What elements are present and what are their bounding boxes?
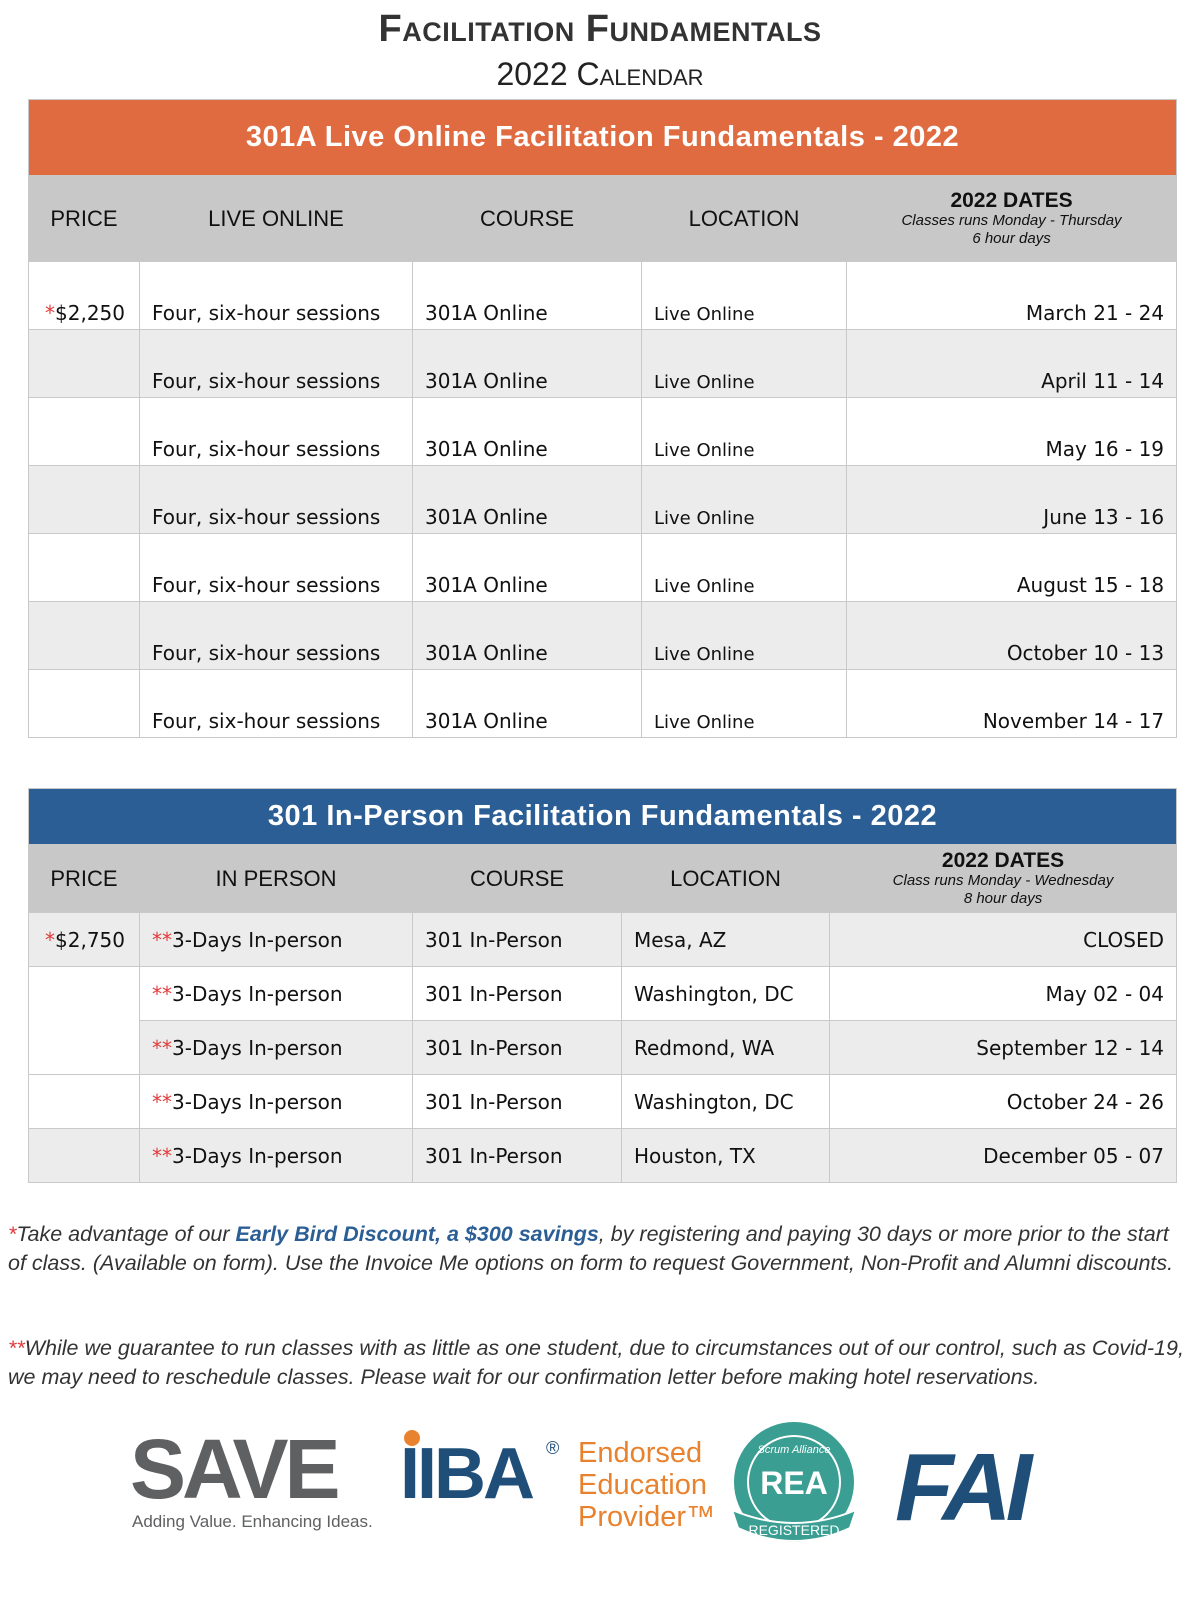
location-cell: Live Online — [642, 670, 847, 738]
dates-cell: CLOSED — [830, 913, 1177, 967]
table-row — [29, 1021, 1177, 1075]
location-cell: Live Online — [642, 466, 847, 534]
col-course-header: COURSE — [413, 845, 622, 913]
location-cell: Live Online — [642, 602, 847, 670]
dates-cell: December 05 - 07 — [830, 1129, 1177, 1183]
dates-header-note1: Class runs Monday - Wednesday — [892, 871, 1114, 889]
iiba-line2: Education — [578, 1469, 707, 1501]
fai-logo-mark — [895, 1432, 1045, 1541]
session-format-cell: Four, six-hour sessions — [140, 534, 413, 602]
page-subtitle: 2022 Calendar — [496, 56, 704, 92]
table-row — [29, 967, 1177, 1021]
col-course-header: COURSE — [413, 176, 642, 262]
dates-header-note2: 8 hour days — [963, 889, 1043, 907]
price-star: * — [45, 927, 56, 952]
online-banner: 301A Live Online Facilitation Fundamentals - 2022 — [29, 100, 1177, 176]
price-star: * — [45, 301, 56, 325]
col-price-header: PRICE — [29, 845, 140, 913]
dates-cell: September 12 - 14 — [830, 1021, 1177, 1075]
location-cell: Live Online — [642, 330, 847, 398]
col-mode-header: IN PERSON — [140, 845, 413, 913]
price-value: $2,250 — [55, 301, 125, 325]
iiba-line1: Endorsed — [578, 1437, 703, 1469]
save-logo-word: SAVE — [130, 1422, 337, 1516]
price-cell — [29, 330, 140, 398]
col-location-header: LOCATION — [622, 845, 830, 913]
dates-cell: November 14 - 17 — [847, 670, 1177, 738]
price-cell — [29, 967, 140, 1075]
mode-text: 3-Days In-person — [172, 981, 343, 1006]
location-cell: Mesa, AZ — [622, 913, 830, 967]
fai-logo — [895, 1432, 1045, 1541]
price-cell — [29, 534, 140, 602]
dates-header-label: 2022 DATES — [941, 848, 1065, 872]
session-format-cell — [140, 1075, 413, 1129]
rea-center-text: REA — [760, 1465, 828, 1501]
location-cell: Washington, DC — [622, 967, 830, 1021]
iiba-logo — [400, 1430, 715, 1535]
session-format-cell — [140, 913, 413, 967]
course-cell: 301A Online — [413, 262, 642, 330]
mode-text: 3-Days In-person — [172, 1035, 343, 1060]
rea-bottom-text: REGISTERED — [748, 1522, 840, 1538]
course-cell: 301A Online — [413, 602, 642, 670]
mode-star: ** — [152, 981, 172, 1006]
col-location-header: LOCATION — [642, 176, 847, 262]
dates-cell: June 13 - 16 — [847, 466, 1177, 534]
price-cell — [29, 1075, 140, 1129]
note1-pre: Take advantage of our — [16, 1222, 236, 1246]
mode-star: ** — [152, 1035, 172, 1060]
location-cell: Live Online — [642, 262, 847, 330]
dates-cell: August 15 - 18 — [847, 534, 1177, 602]
rea-badge — [718, 1418, 870, 1558]
iiba-word: IIBA — [400, 1434, 532, 1514]
rea-top-text: Scrum Alliance — [757, 1444, 831, 1456]
price-cell — [29, 913, 140, 967]
location-cell: Washington, DC — [622, 1075, 830, 1129]
price-cell — [29, 466, 140, 534]
price-cell — [29, 602, 140, 670]
location-cell: Redmond, WA — [622, 1021, 830, 1075]
course-cell: 301 In-Person — [413, 913, 622, 967]
location-cell: Houston, TX — [622, 1129, 830, 1183]
session-format-cell: Four, six-hour sessions — [140, 670, 413, 738]
course-cell: 301A Online — [413, 670, 642, 738]
course-cell: 301 In-Person — [413, 1075, 622, 1129]
price-value: $2,750 — [55, 927, 125, 952]
fai-word: FAI — [895, 1434, 1027, 1541]
inperson-banner: 301 In-Person Facilitation Fundamentals - 2022 — [29, 789, 1177, 845]
note1-bold: Early Bird Discount, a $300 savings — [235, 1222, 599, 1246]
note2-star: ** — [8, 1336, 25, 1360]
dates-cell: May 02 - 04 — [830, 967, 1177, 1021]
mode-star: ** — [152, 927, 172, 952]
iiba-logo-mark — [400, 1430, 715, 1535]
col-mode-header: LIVE ONLINE — [140, 176, 413, 262]
col-dates-header — [830, 845, 1177, 913]
dates-cell: October 10 - 13 — [847, 602, 1177, 670]
course-cell: 301A Online — [413, 398, 642, 466]
session-format-cell: Four, six-hour sessions — [140, 398, 413, 466]
session-format-cell: Four, six-hour sessions — [140, 262, 413, 330]
note2-text: While we guarantee to run classes with as little as one student, due to circumstances out of our control, such as Covid-19, we may need to reschedule classes. Please wait for our confirmation letter before making hotel reservations. — [8, 1336, 1184, 1389]
dates-cell: October 24 - 26 — [830, 1075, 1177, 1129]
dates-header-note1: Classes runs Monday - Thursday — [901, 211, 1122, 229]
session-format-cell — [140, 1129, 413, 1183]
col-price-header: PRICE — [29, 176, 140, 262]
mode-text: 3-Days In-person — [172, 1143, 343, 1168]
session-format-cell: Four, six-hour sessions — [140, 466, 413, 534]
table-row — [29, 1075, 1177, 1129]
dates-header-note2: 6 hour days — [972, 229, 1051, 247]
iiba-line3: Provider™ — [578, 1501, 715, 1533]
session-format-cell: Four, six-hour sessions — [140, 330, 413, 398]
early-bird-note — [8, 1220, 1188, 1278]
mode-star: ** — [152, 1143, 172, 1168]
location-cell: Live Online — [642, 398, 847, 466]
mode-text: 3-Days In-person — [172, 1089, 343, 1114]
mode-star: ** — [152, 1089, 172, 1114]
iiba-reg: ® — [546, 1438, 560, 1458]
table-row — [29, 330, 1177, 398]
online-schedule-table — [28, 99, 1177, 738]
page-title: Facilitation Fundamentals — [378, 8, 822, 50]
mode-text: 3-Days In-person — [172, 927, 343, 952]
session-format-cell — [140, 1021, 413, 1075]
col-dates-header — [847, 176, 1177, 262]
session-format-cell — [140, 967, 413, 1021]
price-cell — [29, 670, 140, 738]
table-row — [29, 398, 1177, 466]
table-row — [29, 262, 1177, 330]
course-cell: 301A Online — [413, 534, 642, 602]
note1-post: , by registering and paying 30 days or more prior to the start of class. (Available on form). Use the Invoice Me options on form to request Government, Non-Profit and Alumni discounts. — [8, 1222, 1174, 1275]
table-row — [29, 913, 1177, 967]
covid-note — [8, 1334, 1188, 1392]
table-row — [29, 1129, 1177, 1183]
dates-cell: March 21 - 24 — [847, 262, 1177, 330]
note1-star: * — [8, 1222, 17, 1246]
dates-cell: May 16 - 19 — [847, 398, 1177, 466]
location-cell: Live Online — [642, 534, 847, 602]
price-cell — [29, 262, 140, 330]
course-cell: 301A Online — [413, 330, 642, 398]
table-row — [29, 534, 1177, 602]
rea-badge-mark — [718, 1418, 870, 1558]
dates-cell: April 11 - 14 — [847, 330, 1177, 398]
course-cell: 301 In-Person — [413, 1129, 622, 1183]
price-cell — [29, 1129, 140, 1183]
inperson-schedule-table — [28, 788, 1177, 1183]
session-format-cell: Four, six-hour sessions — [140, 602, 413, 670]
save-logo — [130, 1422, 380, 1535]
price-cell — [29, 398, 140, 466]
table-row — [29, 466, 1177, 534]
dates-header-label: 2022 DATES — [950, 188, 1073, 212]
save-logo-tagline: Adding Value. Enhancing Ideas. — [132, 1512, 373, 1531]
course-cell: 301 In-Person — [413, 967, 622, 1021]
course-cell: 301 In-Person — [413, 1021, 622, 1075]
table-row — [29, 670, 1177, 738]
save-logo-mark — [130, 1422, 380, 1535]
course-cell: 301A Online — [413, 466, 642, 534]
table-row — [29, 602, 1177, 670]
